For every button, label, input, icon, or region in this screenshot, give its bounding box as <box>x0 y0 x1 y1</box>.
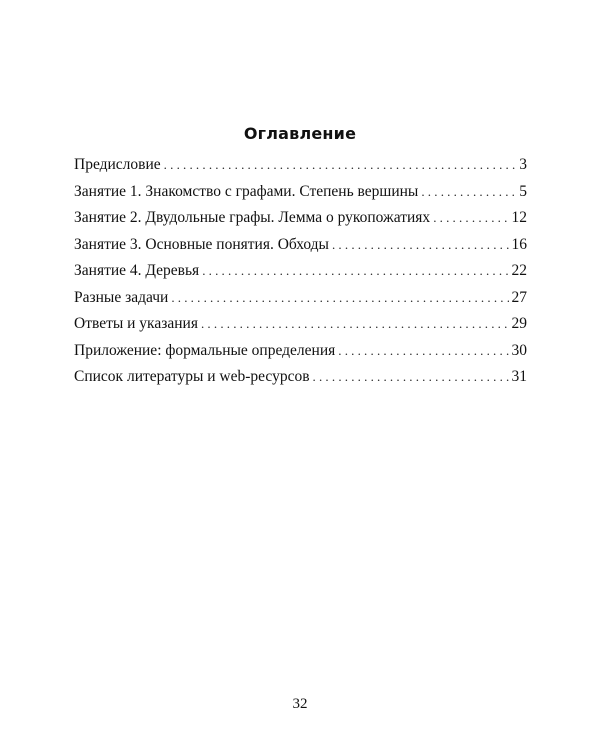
toc-entry-answers <box>74 311 527 338</box>
toc-leader-dots <box>164 152 517 179</box>
toc-leader-dots <box>202 258 508 285</box>
toc-entry-page: 30 <box>511 341 527 359</box>
toc-entry-page: 3 <box>519 156 527 173</box>
toc-entry-label: Занятие 2. Двудольные графы. Лемма о рукопожатиях <box>74 209 431 226</box>
toc-entry-page: 27 <box>511 288 527 306</box>
toc-entry-page: 22 <box>511 262 527 279</box>
toc-entry-label: Предисловие <box>74 156 161 173</box>
toc-entry-misc-problems <box>74 285 527 312</box>
page-number: 32 <box>292 696 308 712</box>
toc-entry-page: 29 <box>511 315 527 332</box>
toc-title: Оглавление <box>243 124 357 143</box>
toc-entry-appendix <box>74 338 527 365</box>
toc-leader-dots <box>433 205 508 232</box>
toc-entry-lesson-2 <box>74 205 527 232</box>
toc-entry-label: Занятие 4. Деревья <box>74 262 200 279</box>
toc-leader-dots <box>201 311 509 338</box>
toc-entry-bibliography <box>74 364 527 391</box>
toc-entry-label: Ответы и указания <box>74 315 198 332</box>
toc-list <box>74 152 527 391</box>
toc-entry-label: Занятие 3. Основные понятия. Обходы <box>74 235 329 253</box>
toc-leader-dots <box>332 232 509 259</box>
toc-entry-label: Приложение: формальные определения <box>74 341 336 359</box>
toc-leader-dots <box>421 179 516 206</box>
toc-leader-dots <box>171 285 508 312</box>
toc-entry-lesson-1 <box>74 179 527 206</box>
toc-entry-label: Занятие 1. Знакомство с графами. Степень вершины <box>74 182 419 200</box>
toc-entry-page: 16 <box>511 235 527 253</box>
toc-leader-dots <box>338 338 508 365</box>
toc-entry-page: 5 <box>519 182 527 200</box>
toc-entry-lesson-3 <box>74 232 527 259</box>
toc-entry-label: Список литературы и web-ресурсов <box>74 368 310 385</box>
toc-entry-page: 31 <box>511 368 527 385</box>
toc-entry-page: 12 <box>511 209 527 226</box>
toc-entry-label: Разные задачи <box>74 288 169 306</box>
toc-entry-preface <box>74 152 527 179</box>
toc-entry-lesson-4 <box>74 258 527 285</box>
toc-leader-dots <box>313 364 509 391</box>
